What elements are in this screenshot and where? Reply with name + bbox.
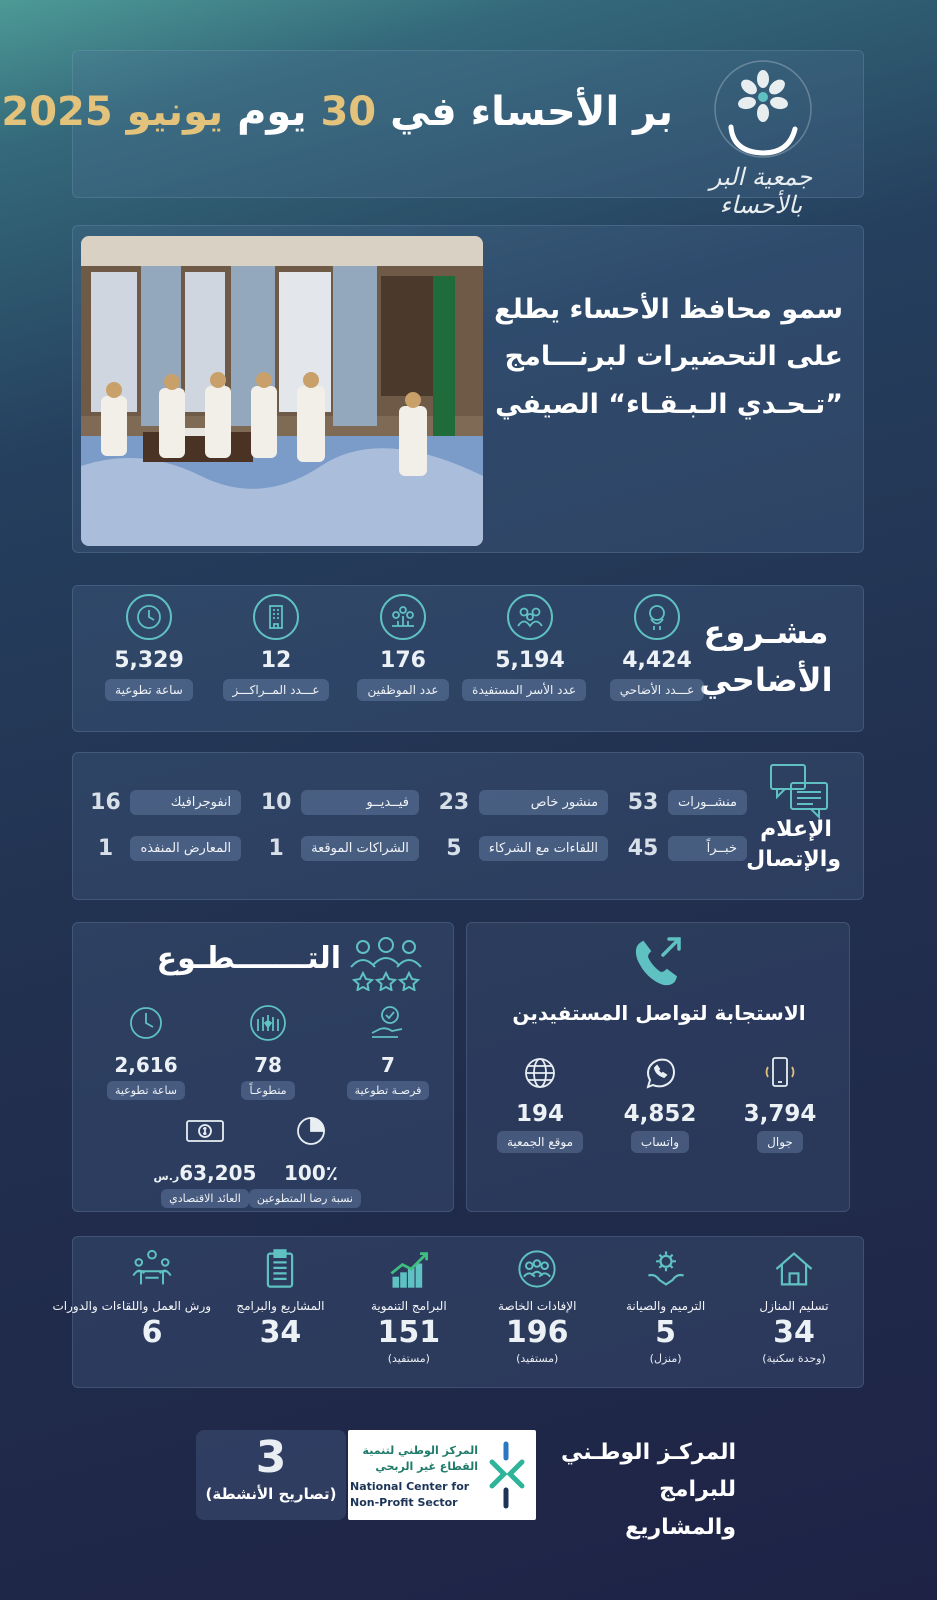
program-stat: الترميم والصيانة 5 (منزل)	[607, 1247, 725, 1385]
families-icon	[507, 594, 553, 640]
volunteers-group-icon	[345, 933, 427, 991]
media-stats	[91, 787, 747, 863]
adahi-stat: 4,424 عـــدد الأضاحي	[601, 594, 713, 724]
programs-stats	[52, 1247, 853, 1385]
news-panel	[72, 225, 864, 553]
news-headline-line: على التحضيرات لبرنـــامج	[504, 341, 843, 373]
response-section-title: الاستجابة لتواصل المستفيدين	[512, 1001, 806, 1025]
ncnp-mark-icon	[484, 1438, 530, 1512]
adahi-stats	[93, 594, 713, 724]
clock-icon	[126, 594, 172, 640]
meeting-icon	[128, 1247, 176, 1291]
clipboard-icon	[256, 1247, 304, 1291]
growth-chart-icon	[385, 1247, 433, 1291]
program-stat: المشاريع والبرامج 34	[221, 1247, 339, 1385]
maintenance-icon	[642, 1247, 690, 1291]
building-icon	[253, 594, 299, 640]
media-stat: انفوجرافيك 16	[88, 787, 241, 817]
adahi-stat: 5,329 ساعة تطوعية	[93, 594, 205, 724]
response-stat: 194 موقع الجمعية	[485, 1053, 595, 1153]
media-panel	[72, 752, 864, 900]
staff-icon	[380, 594, 426, 640]
media-stat: اللقاءات مع الشركاء 5	[437, 833, 608, 863]
volunteer-stat: 100٪ نسبة رضا المتطوعين	[261, 1111, 361, 1208]
pie-icon	[291, 1111, 331, 1151]
meeting-photo	[81, 236, 483, 546]
volunteers-hands-icon	[248, 1003, 288, 1043]
media-stat: الشراكات الموقعة 1	[259, 833, 419, 863]
media-stat: منشــورات 53	[626, 787, 747, 817]
sheep-icon	[634, 594, 680, 640]
activity-permits-box: 3 (تصاريح الأنشطة)	[196, 1430, 346, 1520]
volunteering-panel	[72, 922, 454, 1212]
volunteer-stat: 63,205ر.س العائد الاقتصادي	[153, 1111, 257, 1208]
news-headline	[473, 286, 843, 428]
media-stat: فيــديــو 10	[259, 787, 419, 817]
media-stat: خبــراً 45	[626, 833, 747, 863]
volunteer-stat: 2,616 ساعة تطوعية	[101, 1003, 191, 1100]
adahi-project-panel	[72, 585, 864, 732]
money-icon	[177, 1111, 233, 1151]
volunteering-section-title: التـــــــطـوع	[156, 941, 341, 976]
adahi-section-title: مشـروع الأضاحي	[699, 613, 833, 699]
title-days-word: يوم	[237, 89, 307, 135]
news-headline-line: سمو محافظ الأحساء يطلع	[494, 294, 843, 325]
globe-icon	[520, 1053, 560, 1093]
adahi-stat: 5,194 عدد الأسر المستفيدة	[474, 594, 586, 724]
footer-national-center	[196, 1430, 736, 1540]
national-center-title: المركـز الوطـني للبرامج والمشاريع	[561, 1440, 736, 1540]
chat-bubbles-icon	[767, 761, 831, 819]
news-headline-line: ”تـحـدي الـبـقـاء“ الصيفي	[495, 388, 843, 420]
title-prefix: بر الأحساء في	[390, 89, 673, 135]
title-month: يونيو	[126, 89, 224, 135]
media-stat: منشور خاص 23	[437, 787, 608, 817]
title-days-number: 30	[320, 89, 377, 135]
adahi-stat: 12 عـــدد المــراكـــز	[220, 594, 332, 724]
programs-projects-panel	[52, 1236, 864, 1388]
page-title	[1, 89, 673, 135]
media-section-title: الإعلام والإتصال	[746, 817, 841, 872]
program-stat: الإفادات الخاصة 196 (مستفيد)	[478, 1247, 596, 1385]
media-stat: المعارض المنفذه 1	[88, 833, 241, 863]
adahi-stat: 176 عدد الموظفين	[347, 594, 459, 724]
whatsapp-icon	[640, 1053, 680, 1093]
response-stat: 3,794 جوال	[725, 1053, 835, 1153]
clock-icon	[126, 1003, 166, 1043]
program-stat: البرامج التنموية 151 (مستفيد)	[350, 1247, 468, 1385]
ncnp-logo: المركز الوطني لتنمية القطاع غير الربحي National Center for Non-Profit Sector	[348, 1430, 536, 1520]
volunteer-stat: 7 فرصـة تطوعية	[343, 1003, 433, 1100]
phone-call-icon	[629, 933, 689, 989]
house-icon	[770, 1247, 818, 1291]
beneficiary-response-panel	[466, 922, 850, 1212]
group-icon	[513, 1247, 561, 1291]
title-year: 2025	[1, 89, 113, 135]
volunteer-stat: 78 متطوعـاً	[223, 1003, 313, 1100]
hand-check-icon	[368, 1003, 408, 1043]
program-stat: ورش العمل واللقاءات والدورات 6	[93, 1247, 211, 1385]
response-stat: 4,852 واتساب	[605, 1053, 715, 1153]
header-banner	[1, 50, 864, 219]
mobile-icon	[760, 1053, 800, 1093]
program-stat: تسليم المنازل 34 (وحدة سكنية)	[735, 1247, 853, 1385]
association-logo-text: جمعية البر بالأحساء	[709, 163, 813, 219]
